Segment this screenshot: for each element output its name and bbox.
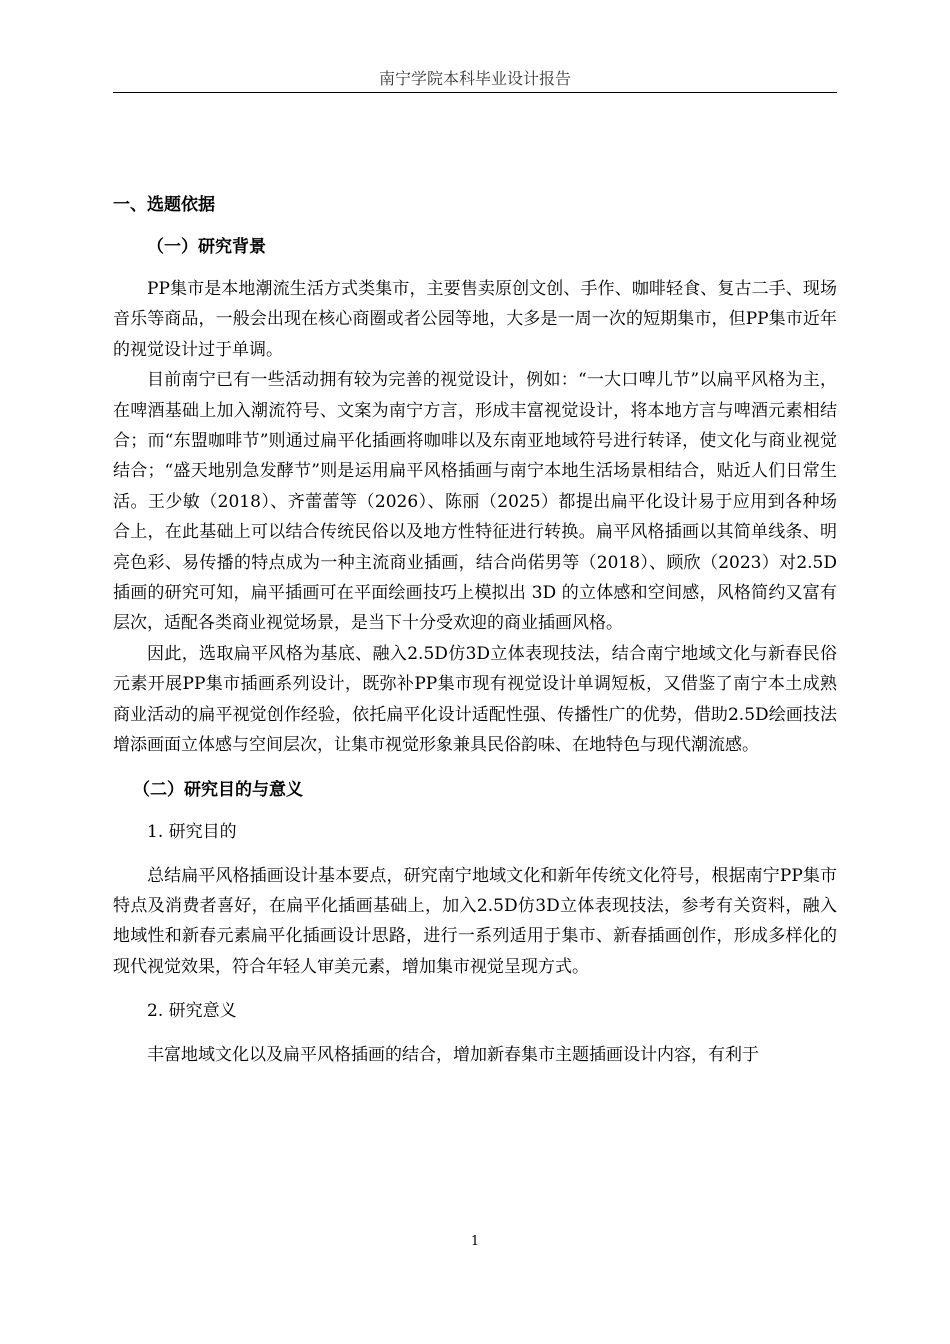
purpose-paragraph: 总结扁平风格插画设计基本要点，研究南宁地域文化和新年传统文化符号，根据南宁PP集市特点及消费者喜好，在扁平化插画基础上，加入2.5D仿3D立体表现技法，参考有关资料，融入地域性和新春元素扁平化插画设计思路，进行一系列适用于集市、新春插画创作，形成多样化的现代视觉效果，符合年轻人审美元素，增加集市视觉呈现方式。 [113,865,837,977]
background-paragraph-3: 因此，选取扁平风格为基底、融入2.5D仿3D立体表现技法，结合南宁地域文化与新春民俗元素开展PP集市插画系列设计，既弥补PP集市现有视觉设计单调短板，又借鉴了南宁本土成熟商业活动的扁平视觉创作经验，依托扁平化设计适配性强、传播性广的优势，借助2.5D绘画技法增添画面立体感与空间层次，让集市视觉形象兼具民俗韵味、在地特色与现代潮流感。 [113,643,837,756]
item-heading-significance: 2. 研究意义 [147,1001,237,1022]
header-title: 南宁学院本科毕业设计报告 [378,69,571,88]
section-heading-selection-basis: 一、选题依据 [113,195,215,215]
background-paragraph-1: PP集市是本地潮流生活方式类集市，主要售卖原创文创、手作、咖啡轻食、复古二手、现场音乐等商品，一般会出现在核心商圈或者公园等地，大多是一周一次的短期集市，但PP集市近年的视觉设计过于单调。 [113,279,837,360]
page-header [113,66,837,93]
background-paragraph-2: 目前南宁已有一些活动拥有较为完善的视觉设计，例如：“一大口啤儿节”以扁平风格为主，在啤酒基础上加入潮流符号、文案为南宁方言，形成丰富视觉设计，将本地方言与啤酒元素相结合；而“东盟咖啡节”则通过扁平化插画将咖啡以及东南亚地域符号进行转译，使文化与商业视觉结合；“盛天地别急发酵节”则是运用扁平风格插画与南宁本地生活场景相结合，贴近人们日常生活。王少敏（2018）、齐蕾蕾等（2026）、陈丽（2025）都提出扁平化设计易于应用到各种场合上，在此基础上可以结合传统民俗以及地方性特征进行转换。扁平风格插画以其简单线条、明亮色彩、易传播的特点成为一种主流商业插画，结合尚偌男等（2018）、顾欣（2023）对2.5D插画的研究可知，扁平插画可在平面绘画技巧上模拟出 3D 的立体感和空间感，风格简约又富有层次，适配各类商业视觉场景，是当下十分受欢迎的商业插画风格。 [113,370,837,634]
subsection-heading-purpose-significance: （二）研究目的与意义 [133,779,303,800]
page-number: 1 [470,1234,480,1249]
subsection-heading-background: （一）研究背景 [147,237,266,257]
item-heading-purpose: 1. 研究目的 [147,821,237,842]
document-body [113,190,837,1071]
significance-paragraph: 丰富地域文化以及扁平风格插画的结合，增加新春集市主题插画设计内容，有利于 [147,1045,759,1066]
